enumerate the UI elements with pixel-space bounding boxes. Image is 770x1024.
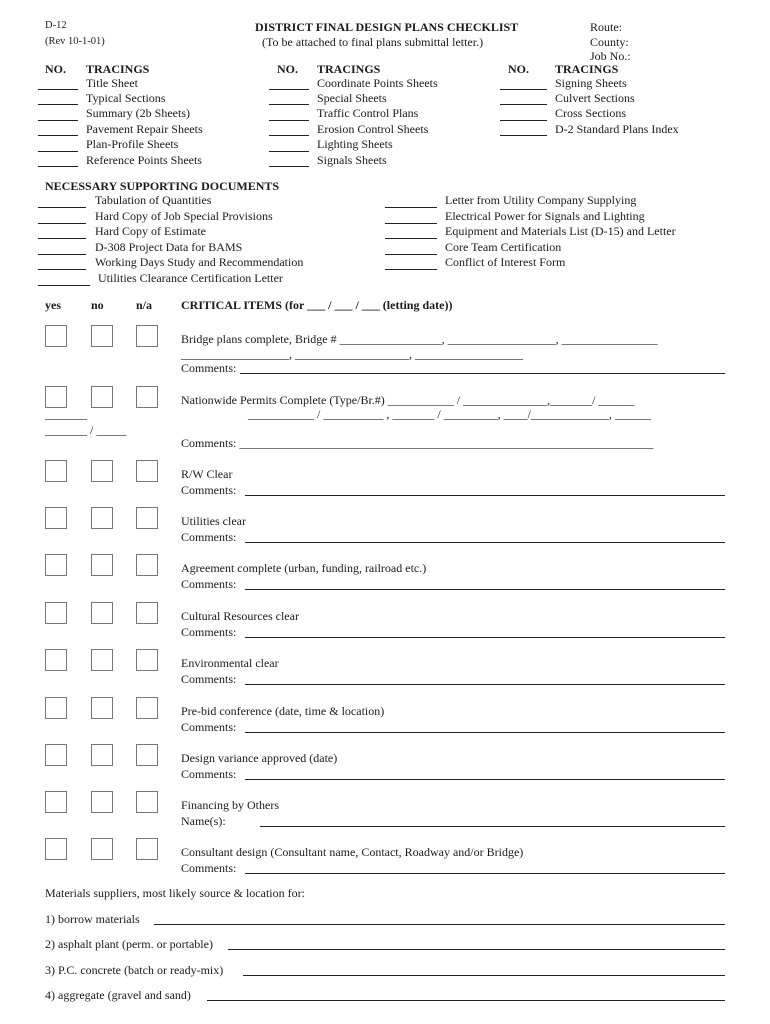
financing-no-checkbox[interactable] [91, 791, 113, 813]
environmental-label: Environmental clear [181, 656, 279, 670]
utilities-no-checkbox[interactable] [91, 507, 113, 529]
bridge-plans-label: Bridge plans complete, Bridge # _________________, __________________, ________________ [181, 332, 658, 346]
financing-label: Financing by Others [181, 798, 279, 812]
tracing-no-field[interactable] [269, 135, 309, 136]
tracing-no-field[interactable] [500, 120, 547, 121]
job-label: Job No.: [590, 49, 631, 63]
supporting-no-field[interactable] [38, 207, 86, 208]
agreement-yes-checkbox[interactable] [45, 554, 67, 576]
tracing-item: Cross Sections [555, 106, 627, 120]
tracings-heading-3: TRACINGS [555, 62, 619, 76]
permits-na-checkbox[interactable] [136, 386, 158, 408]
route-label: Route: [590, 20, 622, 34]
agreement-comments-field[interactable] [245, 589, 725, 590]
bridge-na-checkbox[interactable] [136, 325, 158, 347]
variance-label: Design variance approved (date) [181, 751, 338, 765]
utilities-comments-field[interactable] [245, 542, 725, 543]
agreement-no-checkbox[interactable] [91, 554, 113, 576]
prebid-label: Pre-bid conference (date, time & location) [181, 704, 385, 718]
cultural-comments-field[interactable] [245, 637, 725, 638]
form-id: D-12 [45, 20, 67, 31]
variance-sub-label: Comments: [181, 767, 237, 781]
agreement-sub-label: Comments: [181, 577, 237, 591]
tracing-item: Summary (2b Sheets) [86, 106, 190, 120]
tracing-item: D-2 Standard Plans Index [555, 122, 679, 136]
tracing-no-field[interactable] [38, 166, 78, 167]
prebid-comments-field[interactable] [245, 732, 725, 733]
consultant-na-checkbox[interactable] [136, 838, 158, 860]
financing-comments-field[interactable] [260, 826, 725, 827]
tracing-no-field[interactable] [500, 104, 547, 105]
critical-items-heading: CRITICAL ITEMS (for ___ / ___ / ___ (letting date)) [181, 298, 453, 312]
consultant-sub-label: Comments: [181, 861, 237, 875]
bridge-yes-checkbox[interactable] [45, 325, 67, 347]
supporting-no-field[interactable] [385, 269, 437, 270]
permits-no-checkbox[interactable] [91, 386, 113, 408]
prebid-no-checkbox[interactable] [91, 697, 113, 719]
page-title: DISTRICT FINAL DESIGN PLANS CHECKLIST [255, 20, 519, 34]
form-revision: (Rev 10-1-01) [45, 36, 105, 47]
agreement-na-checkbox[interactable] [136, 554, 158, 576]
tracing-no-field[interactable] [38, 151, 78, 152]
supporting-item: Core Team Certification [445, 240, 562, 254]
supporting-heading: NECESSARY SUPPORTING DOCUMENTS [45, 179, 280, 193]
supporting-no-field[interactable] [38, 238, 86, 239]
variance-na-checkbox[interactable] [136, 744, 158, 766]
bridge-comments-label: Comments: [181, 361, 237, 375]
materials-field-borrow[interactable] [154, 924, 725, 925]
tracing-no-field[interactable] [38, 89, 78, 90]
permits-label: Nationwide Permits Complete (Type/Br.#) ___________ / ______________,_______/ ______ [181, 393, 635, 407]
supporting-item: Conflict of Interest Form [445, 255, 566, 269]
materials-field-concrete[interactable] [243, 975, 725, 976]
bridge-plans-line2: __________________, ___________________, __________________ [181, 347, 523, 361]
na-column-label: n/a [136, 298, 153, 312]
tracing-item: Lighting Sheets [317, 137, 393, 151]
tracing-no-field[interactable] [269, 151, 309, 152]
tracing-item: Pavement Repair Sheets [86, 122, 203, 136]
tracing-no-field[interactable] [269, 104, 309, 105]
utilities-na-checkbox[interactable] [136, 507, 158, 529]
materials-heading: Materials suppliers, most likely source & location for: [45, 886, 305, 900]
tracing-item: Reference Points Sheets [86, 153, 202, 167]
agreement-label: Agreement complete (urban, funding, railroad etc.) [181, 561, 427, 575]
financing-sub-label: Name(s): [181, 814, 226, 828]
tracing-item: Coordinate Points Sheets [317, 76, 438, 90]
tracing-no-field[interactable] [269, 120, 309, 121]
utilities-yes-checkbox[interactable] [45, 507, 67, 529]
tracings-no-label-1: NO. [45, 62, 66, 76]
tracing-item: Special Sheets [317, 91, 387, 105]
supporting-no-field[interactable] [385, 254, 437, 255]
supporting-item: Hard Copy of Job Special Provisions [95, 209, 273, 223]
rw-na-checkbox[interactable] [136, 460, 158, 482]
supporting-no-field[interactable] [385, 207, 437, 208]
yes-column-label: yes [45, 298, 61, 312]
supporting-item: D-308 Project Data for BAMS [95, 240, 243, 254]
rw-no-checkbox[interactable] [91, 460, 113, 482]
tracing-no-field[interactable] [500, 135, 547, 136]
financing-yes-checkbox[interactable] [45, 791, 67, 813]
supporting-no-field[interactable] [385, 238, 437, 239]
environmental-no-checkbox[interactable] [91, 649, 113, 671]
variance-yes-checkbox[interactable] [45, 744, 67, 766]
page-subtitle: (To be attached to final plans submittal letter.) [262, 35, 484, 49]
tracings-no-label-3: NO. [508, 62, 529, 76]
supporting-item: Electrical Power for Signals and Lighting [445, 209, 645, 223]
tracing-item: Typical Sections [86, 91, 166, 105]
tracing-item: Erosion Control Sheets [317, 122, 429, 136]
permits-yes-checkbox[interactable] [45, 386, 67, 408]
utilities-sub-label: Comments: [181, 530, 237, 544]
tracing-no-field[interactable] [269, 166, 309, 167]
bridge-comments-field[interactable] [240, 373, 725, 374]
cultural-yes-checkbox[interactable] [45, 602, 67, 624]
environmental-yes-checkbox[interactable] [45, 649, 67, 671]
materials-field-asphalt[interactable] [228, 949, 725, 950]
environmental-na-checkbox[interactable] [136, 649, 158, 671]
supporting-no-field[interactable] [385, 223, 437, 224]
bridge-no-checkbox[interactable] [91, 325, 113, 347]
tracing-item: Culvert Sections [555, 91, 635, 105]
supporting-no-field[interactable] [38, 285, 90, 286]
supporting-item: Tabulation of Quantities [95, 193, 212, 207]
materials-item-asphalt: 2) asphalt plant (perm. or portable) [45, 937, 213, 951]
supporting-no-field[interactable] [38, 269, 86, 270]
rw-yes-checkbox[interactable] [45, 460, 67, 482]
financing-na-checkbox[interactable] [136, 791, 158, 813]
materials-item-aggregate: 4) aggregate (gravel and sand) [45, 988, 191, 1002]
tracing-no-field[interactable] [38, 120, 78, 121]
tracing-no-field[interactable] [38, 135, 78, 136]
permits-left-field2[interactable]: _______ / _____ [45, 423, 127, 437]
supporting-item: Letter from Utility Company Supplying [445, 193, 637, 207]
materials-item-borrow: 1) borrow materials [45, 912, 140, 926]
consultant-yes-checkbox[interactable] [45, 838, 67, 860]
county-label: County: [590, 35, 629, 49]
tracings-heading-1: TRACINGS [86, 62, 150, 76]
rw-label: R/W Clear [181, 467, 233, 481]
variance-comments-field[interactable] [245, 779, 725, 780]
environmental-comments-field[interactable] [245, 684, 725, 685]
cultural-no-checkbox[interactable] [91, 602, 113, 624]
tracing-item: Signing Sheets [555, 76, 627, 90]
tracing-item: Title Sheet [86, 76, 138, 90]
tracings-no-label-2: NO. [277, 62, 298, 76]
materials-item-concrete: 3) P.C. concrete (batch or ready-mix) [45, 963, 224, 977]
rw-comments-field[interactable] [245, 495, 725, 496]
supporting-no-field[interactable] [38, 254, 86, 255]
supporting-item: Equipment and Materials List (D-15) and Letter [445, 224, 676, 238]
prebid-na-checkbox[interactable] [136, 697, 158, 719]
supporting-item: Hard Copy of Estimate [95, 224, 206, 238]
tracing-no-field[interactable] [38, 104, 78, 105]
consultant-label: Consultant design (Consultant name, Contact, Roadway and/or Bridge) [181, 845, 524, 859]
materials-field-aggregate[interactable] [207, 1000, 725, 1001]
supporting-item: Working Days Study and Recommendation [95, 255, 304, 269]
utilities-label: Utilities clear [181, 514, 246, 528]
cultural-sub-label: Comments: [181, 625, 237, 639]
consultant-no-checkbox[interactable] [91, 838, 113, 860]
supporting-no-field[interactable] [38, 223, 86, 224]
tracing-no-field[interactable] [500, 89, 547, 90]
tracing-no-field[interactable] [269, 89, 309, 90]
no-column-label: no [91, 298, 104, 312]
tracing-item: Plan-Profile Sheets [86, 137, 179, 151]
permits-comments: Comments: _____________________________________________________________________ [181, 436, 654, 450]
cultural-na-checkbox[interactable] [136, 602, 158, 624]
cultural-label: Cultural Resources clear [181, 609, 299, 623]
consultant-comments-field[interactable] [245, 873, 725, 874]
prebid-sub-label: Comments: [181, 720, 237, 734]
supporting-item: Utilities Clearance Certification Letter [98, 271, 283, 285]
variance-no-checkbox[interactable] [91, 744, 113, 766]
rw-sub-label: Comments: [181, 483, 237, 497]
permits-line2: ___________ / __________ , _______ / _________, ____/_____________, ______ [248, 407, 652, 421]
tracing-item: Traffic Control Plans [317, 106, 419, 120]
environmental-sub-label: Comments: [181, 672, 237, 686]
tracing-item: Signals Sheets [317, 153, 387, 167]
permits-left-field[interactable]: _______ [45, 407, 87, 421]
prebid-yes-checkbox[interactable] [45, 697, 67, 719]
tracings-heading-2: TRACINGS [317, 62, 381, 76]
